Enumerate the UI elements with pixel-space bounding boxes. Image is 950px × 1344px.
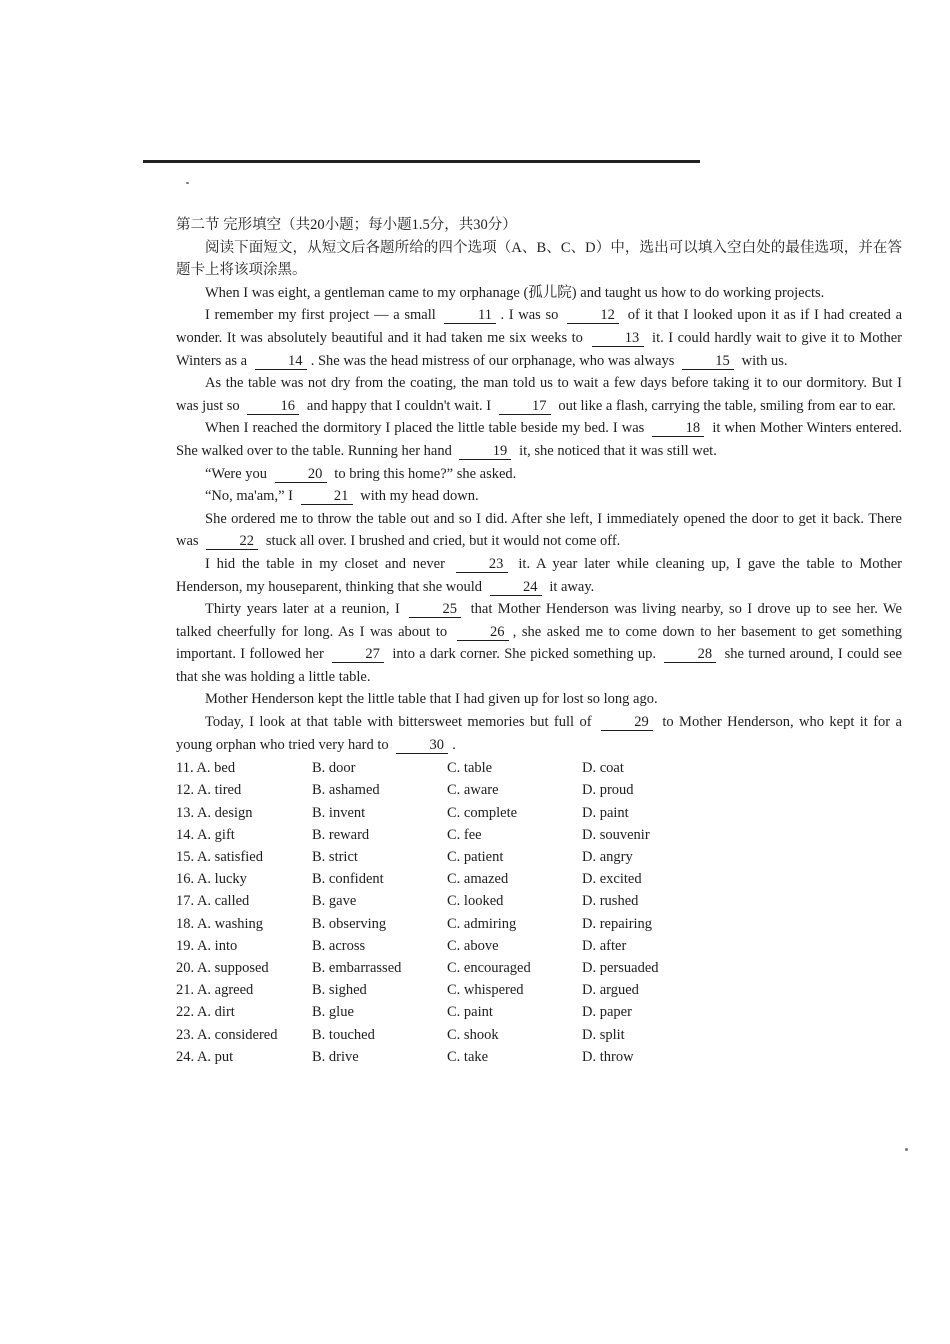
question-20-options	[176, 957, 902, 979]
question-20-option-d: D. persuaded	[582, 959, 659, 976]
blank-11: 11	[444, 307, 496, 324]
question-23-option-b: B. touched	[312, 1026, 375, 1043]
question-13-option-a: 13. A. design	[176, 804, 253, 821]
scan-speck	[905, 1148, 908, 1151]
question-24-option-b: B. drive	[312, 1048, 359, 1065]
question-11-option-a: 11. A. bed	[176, 760, 236, 777]
blank-23: 23	[456, 556, 508, 573]
question-21-option-a: 21. A. agreed	[176, 982, 254, 999]
question-17-option-d: D. rushed	[582, 893, 639, 910]
blank-15: 15	[682, 353, 734, 370]
question-23-option-c: C. shook	[447, 1026, 499, 1043]
blank-20: 20	[275, 466, 327, 483]
question-20-option-a: 20. A. supposed	[176, 959, 269, 976]
question-16-option-d: D. excited	[582, 871, 642, 888]
question-13-option-d: D. paint	[582, 804, 629, 821]
question-22-option-b: B. glue	[312, 1004, 354, 1021]
question-14-options	[176, 824, 902, 846]
question-20-option-c: C. encouraged	[447, 959, 531, 976]
question-21-option-d: D. argued	[582, 982, 639, 999]
blank-19: 19	[459, 443, 511, 460]
blank-18: 18	[652, 420, 704, 437]
header-rule	[143, 160, 700, 163]
blank-25: 25	[409, 601, 461, 618]
blank-29: 29	[601, 714, 653, 731]
passage-paragraph: Today, I look at that table with bittersweet memories but full of 29 to Mother Henderson, who kept it for a young orphan who tried very hard to 30 .	[176, 714, 902, 753]
cloze-section	[176, 214, 902, 1068]
passage-paragraph: When I reached the dormitory I placed the little table beside my bed. I was 18 it when Mother Winters entered. She walked over to the table. Running her hand 19 it, she noticed that it was still wet.	[176, 420, 902, 459]
question-22-options	[176, 1001, 902, 1023]
blank-16: 16	[247, 398, 299, 415]
question-17-options	[176, 890, 902, 912]
passage-paragraph: Mother Henderson kept the little table that I had given up for lost so long ago.	[205, 691, 658, 708]
passage-paragraph: When I was eight, a gentleman came to my orphanage (孤儿院) and taught us how to do working projects.	[205, 284, 825, 301]
question-12-option-d: D. proud	[582, 782, 634, 799]
question-19-option-d: D. after	[582, 937, 627, 954]
question-17-option-a: 17. A. called	[176, 893, 250, 910]
question-14-option-c: C. fee	[447, 826, 482, 843]
question-24-option-c: C. take	[447, 1048, 489, 1065]
question-17-option-b: B. gave	[312, 893, 357, 910]
blank-22: 22	[206, 533, 258, 550]
question-21-option-b: B. sighed	[312, 982, 367, 999]
scan-speck	[186, 182, 189, 184]
question-16-option-c: C. amazed	[447, 871, 509, 888]
question-23-option-d: D. split	[582, 1026, 625, 1043]
blank-13: 13	[592, 330, 644, 347]
passage	[176, 282, 902, 756]
question-18-option-a: 18. A. washing	[176, 915, 263, 932]
question-14-option-a: 14. A. gift	[176, 826, 235, 843]
question-22-option-d: D. paper	[582, 1004, 632, 1021]
question-19-option-a: 19. A. into	[176, 937, 238, 954]
blank-30: 30	[396, 737, 448, 754]
question-21-option-c: C. whispered	[447, 982, 524, 999]
question-19-option-c: C. above	[447, 937, 499, 954]
blank-14: 14	[255, 353, 307, 370]
blank-12: 12	[567, 307, 619, 324]
question-18-option-b: B. observing	[312, 915, 387, 932]
question-15-options	[176, 846, 902, 868]
question-16-options	[176, 868, 902, 890]
question-11-options	[176, 757, 902, 779]
passage-paragraph: “No, ma'am,” I 21 with my head down.	[205, 488, 479, 505]
question-13-options	[176, 802, 902, 824]
question-22-option-c: C. paint	[447, 1004, 493, 1021]
question-23-options	[176, 1024, 902, 1046]
question-12-option-b: B. ashamed	[312, 782, 380, 799]
question-23-option-a: 23. A. considered	[176, 1026, 278, 1043]
question-24-option-a: 24. A. put	[176, 1048, 234, 1065]
question-22-option-a: 22. A. dirt	[176, 1004, 235, 1021]
question-11-option-d: D. coat	[582, 760, 624, 777]
passage-paragraph: “Were you 20 to bring this home?” she asked.	[205, 465, 517, 482]
question-12-options	[176, 779, 902, 801]
question-18-options	[176, 913, 902, 935]
question-15-option-c: C. patient	[447, 849, 504, 865]
question-12-option-a: 12. A. tired	[176, 782, 242, 799]
question-18-option-d: D. repairing	[582, 915, 653, 932]
question-13-option-b: B. invent	[312, 804, 366, 821]
options-list	[176, 757, 902, 1068]
question-14-option-b: B. reward	[312, 826, 370, 843]
blank-24: 24	[490, 579, 542, 596]
question-14-option-d: D. souvenir	[582, 826, 650, 843]
passage-paragraph: Thirty years later at a reunion, I 25 that Mother Henderson was living nearby, so I drove up to see her. We talked cheerfully for long. As I was about to 26 , she asked me to come down to her basement to get something important. I followed her 27 into a dark corner. She picked something up. 28 she turned around, I could see that she was holding a little table.	[176, 601, 902, 685]
question-13-option-c: C. complete	[447, 804, 518, 821]
passage-paragraph: I hid the table in my closet and never 23 it. A year later while cleaning up, I gave the table to Mother Henderson, my houseparent, thinking that she would 24 it away.	[176, 555, 903, 595]
section-title: 第二节 完形填空（共20小题；每小题1.5分，共30分）	[176, 217, 517, 233]
question-11-option-b: B. door	[312, 760, 356, 777]
question-15-option-a: 15. A. satisfied	[176, 849, 263, 865]
question-21-options	[176, 979, 902, 1001]
blank-26: 26	[457, 624, 509, 641]
passage-paragraph: I remember my first project — a small 11 . I was so 12 of it that I looked upon it as if I had created a wonder. It was absolutely beautiful and it had taken me six weeks to 13 it. I could hardly wait to give it to Mother Winters as a 14 . She was the head mistress of our orphanage, who was always 15 with us.	[176, 307, 903, 369]
passage-paragraph: As the table was not dry from the coating, the man told us to wait a few days before taking it to our dormitory. But I was just so 16 and happy that I couldn't wait. I 17 out like a flash, carrying the table, smiling from ear to ear.	[176, 375, 902, 414]
question-24-option-d: D. throw	[582, 1048, 634, 1065]
blank-27: 27	[332, 646, 384, 663]
blank-17: 17	[499, 398, 551, 415]
question-19-options	[176, 935, 902, 957]
question-12-option-c: C. aware	[447, 782, 499, 799]
question-11-option-c: C. table	[447, 760, 493, 777]
question-20-option-b: B. embarrassed	[312, 959, 402, 976]
blank-28: 28	[664, 646, 716, 663]
section-instruction: 阅读下面短文，从短文后各题所给的四个选项（A、B、C、D）中，选出可以填入空白处的最佳选项，并在答题卡上将该项涂黑。	[176, 239, 902, 279]
question-17-option-c: C. looked	[447, 893, 504, 910]
question-24-options	[176, 1046, 902, 1068]
blank-21: 21	[301, 488, 353, 505]
question-16-option-a: 16. A. lucky	[176, 871, 247, 888]
question-19-option-b: B. across	[312, 937, 366, 954]
question-15-option-b: B. strict	[312, 849, 358, 865]
question-15-option-d: D. angry	[582, 849, 633, 865]
question-18-option-c: C. admiring	[447, 915, 517, 932]
question-16-option-b: B. confident	[312, 871, 384, 888]
passage-paragraph: She ordered me to throw the table out and so I did. After she left, I immediately opened the door to get it back. There was 22 stuck all over. I brushed and cried, but it would not come off.	[176, 510, 902, 550]
